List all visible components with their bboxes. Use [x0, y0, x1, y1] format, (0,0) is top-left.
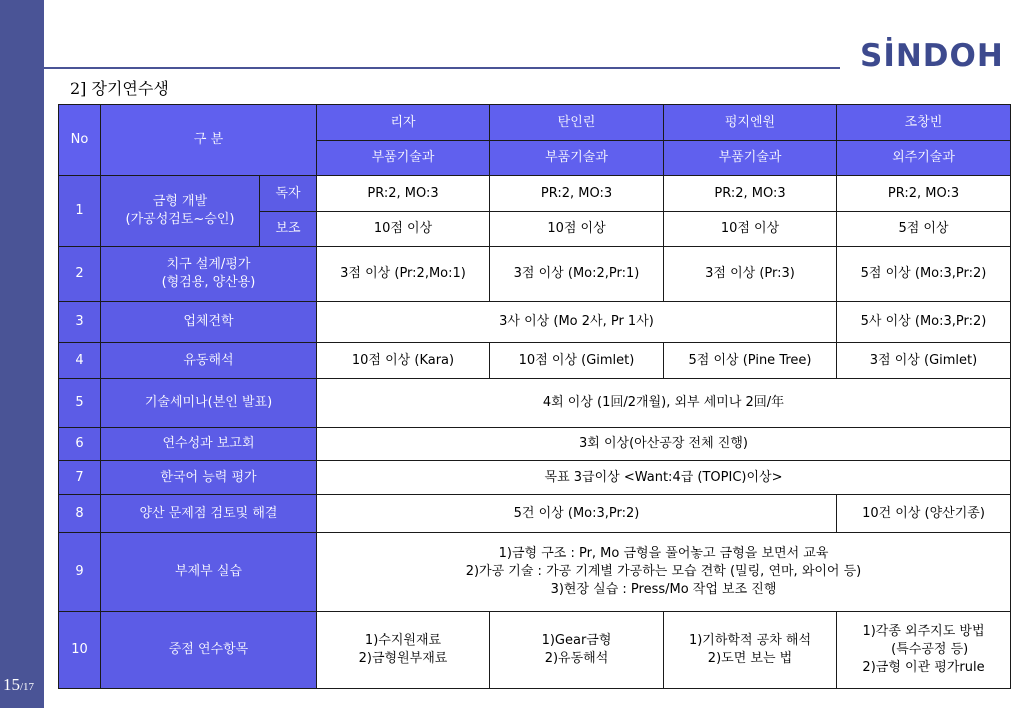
- table-cell: 5점 이상 (Pine Tree): [664, 343, 837, 379]
- table-cell-merged: 3사 이상 (Mo 2사, Pr 1사): [317, 302, 837, 343]
- table-row: [59, 461, 1011, 495]
- sindoh-logo: SİNDOH: [860, 38, 1004, 74]
- table-row: [59, 343, 1011, 379]
- row-label-line: 치구 설계/평가: [166, 257, 251, 272]
- table-cell: 5점 이상: [837, 212, 1011, 247]
- row-no: 7: [59, 461, 101, 495]
- row-no: 9: [59, 533, 101, 612]
- table-cell: 5점 이상 (Mo:3,Pr:2): [837, 247, 1011, 302]
- row-no: 5: [59, 379, 101, 428]
- table-cell-merged: 5건 이상 (Mo:3,Pr:2): [317, 495, 837, 533]
- row-no: 3: [59, 302, 101, 343]
- table-header-row: [59, 105, 1011, 141]
- row-label-line: 금형 개발: [152, 194, 208, 209]
- table-cell: [664, 612, 837, 689]
- table-cell: PR:2, MO:3: [837, 176, 1011, 212]
- header-person-name: 탄인린: [490, 105, 664, 141]
- header-no: No: [59, 105, 101, 176]
- header-person-dept: 부품기술과: [317, 141, 490, 176]
- row-label: 업체견학: [101, 302, 317, 343]
- table-cell: 3점 이상 (Mo:2,Pr:1): [490, 247, 664, 302]
- table-cell: 10점 이상: [664, 212, 837, 247]
- section-title: 2] 장기연수생: [70, 79, 169, 98]
- page-number: [3, 675, 34, 695]
- row-label: 연수성과 보고회: [101, 428, 317, 461]
- text-line: 1)수지원재료: [364, 633, 442, 648]
- header-person-name: 조창빈: [837, 105, 1011, 141]
- table-cell: 3점 이상 (Pr:2,Mo:1): [317, 247, 490, 302]
- table-row: [59, 533, 1011, 612]
- row-no: 2: [59, 247, 101, 302]
- table-cell-merged: 3회 이상(아산공장 전체 진행): [317, 428, 1011, 461]
- text-line: 2)가공 기술 : 가공 기계별 가공하는 모습 견학 (밀링, 연마, 와이어 등): [465, 564, 862, 579]
- table-row: [59, 176, 1011, 212]
- row-label: 양산 문제점 검토및 해결: [101, 495, 317, 533]
- row-label: [101, 247, 317, 302]
- table-row: [59, 379, 1011, 428]
- row-sub-label: 독자: [260, 176, 317, 212]
- training-plan-table: [58, 104, 1011, 689]
- row-label: 한국어 능력 평가: [101, 461, 317, 495]
- text-line: 1)금형 구조 : Pr, Mo 금형을 풀어놓고 금형을 보면서 교육: [498, 546, 829, 561]
- table-cell-merged: 4회 이상 (1回/2개월), 외부 세미나 2回/年: [317, 379, 1011, 428]
- row-label-line: (가공성검토~승인): [125, 212, 235, 227]
- table-cell: [837, 612, 1011, 689]
- header-person-name: 리자: [317, 105, 490, 141]
- table-cell: 10점 이상 (Kara): [317, 343, 490, 379]
- table-row: [59, 302, 1011, 343]
- table-cell: 10건 이상 (양산기종): [837, 495, 1011, 533]
- table-cell: 10점 이상 (Gimlet): [490, 343, 664, 379]
- row-no: 1: [59, 176, 101, 247]
- row-label: 중점 연수항목: [101, 612, 317, 689]
- header-person-dept: 외주기술과: [837, 141, 1011, 176]
- text-line: 3)현장 실습 : Press/Mo 작업 보조 진행: [550, 582, 777, 597]
- row-no: 4: [59, 343, 101, 379]
- header-person-dept: 부품기술과: [490, 141, 664, 176]
- text-line: 2)금형 이관 평가rule: [862, 660, 985, 675]
- text-line: 2)유동해석: [544, 651, 609, 666]
- text-line: 2)도면 보는 법: [707, 651, 793, 666]
- table-row: [59, 247, 1011, 302]
- row-no: 6: [59, 428, 101, 461]
- table-row: [59, 495, 1011, 533]
- text-line: 2)금형원부재료: [358, 651, 448, 666]
- table-cell-merged: 목표 3급이상 <Want:4급 (TOPIC)이상>: [317, 461, 1011, 495]
- left-sidebar-band: [0, 0, 44, 708]
- table-row: [59, 612, 1011, 689]
- table-cell: [490, 612, 664, 689]
- table-cell: 10점 이상: [490, 212, 664, 247]
- row-sub-label: 보조: [260, 212, 317, 247]
- page-current: 15: [3, 675, 20, 694]
- row-label: 기술세미나(본인 발표): [101, 379, 317, 428]
- header-rule-stub: [20, 67, 44, 69]
- row-no: 10: [59, 612, 101, 689]
- header-rule: [44, 67, 840, 69]
- table-cell: 3점 이상 (Pr:3): [664, 247, 837, 302]
- table-cell-merged: [317, 533, 1011, 612]
- row-label: 유동해석: [101, 343, 317, 379]
- row-label-line: (형검용, 양산용): [161, 275, 256, 290]
- text-line: (특수공정 등): [878, 642, 969, 657]
- table-cell: 3점 이상 (Gimlet): [837, 343, 1011, 379]
- header-person-name: 펑지엔원: [664, 105, 837, 141]
- table-cell: [317, 612, 490, 689]
- table-cell: 5사 이상 (Mo:3,Pr:2): [837, 302, 1011, 343]
- header-person-dept: 부품기술과: [664, 141, 837, 176]
- text-line: 1)기하학적 공차 해석: [688, 633, 812, 648]
- header-category: 구 분: [101, 105, 317, 176]
- row-label: 부제부 실습: [101, 533, 317, 612]
- table-row: [59, 428, 1011, 461]
- row-label: [101, 176, 260, 247]
- row-no: 8: [59, 495, 101, 533]
- table-cell: PR:2, MO:3: [490, 176, 664, 212]
- table-cell: 10점 이상: [317, 212, 490, 247]
- page-total: /17: [20, 681, 35, 693]
- table-cell: PR:2, MO:3: [317, 176, 490, 212]
- text-line: 1)각종 외주지도 방법: [862, 624, 985, 639]
- text-line: 1)Gear금형: [541, 633, 612, 648]
- table-cell: PR:2, MO:3: [664, 176, 837, 212]
